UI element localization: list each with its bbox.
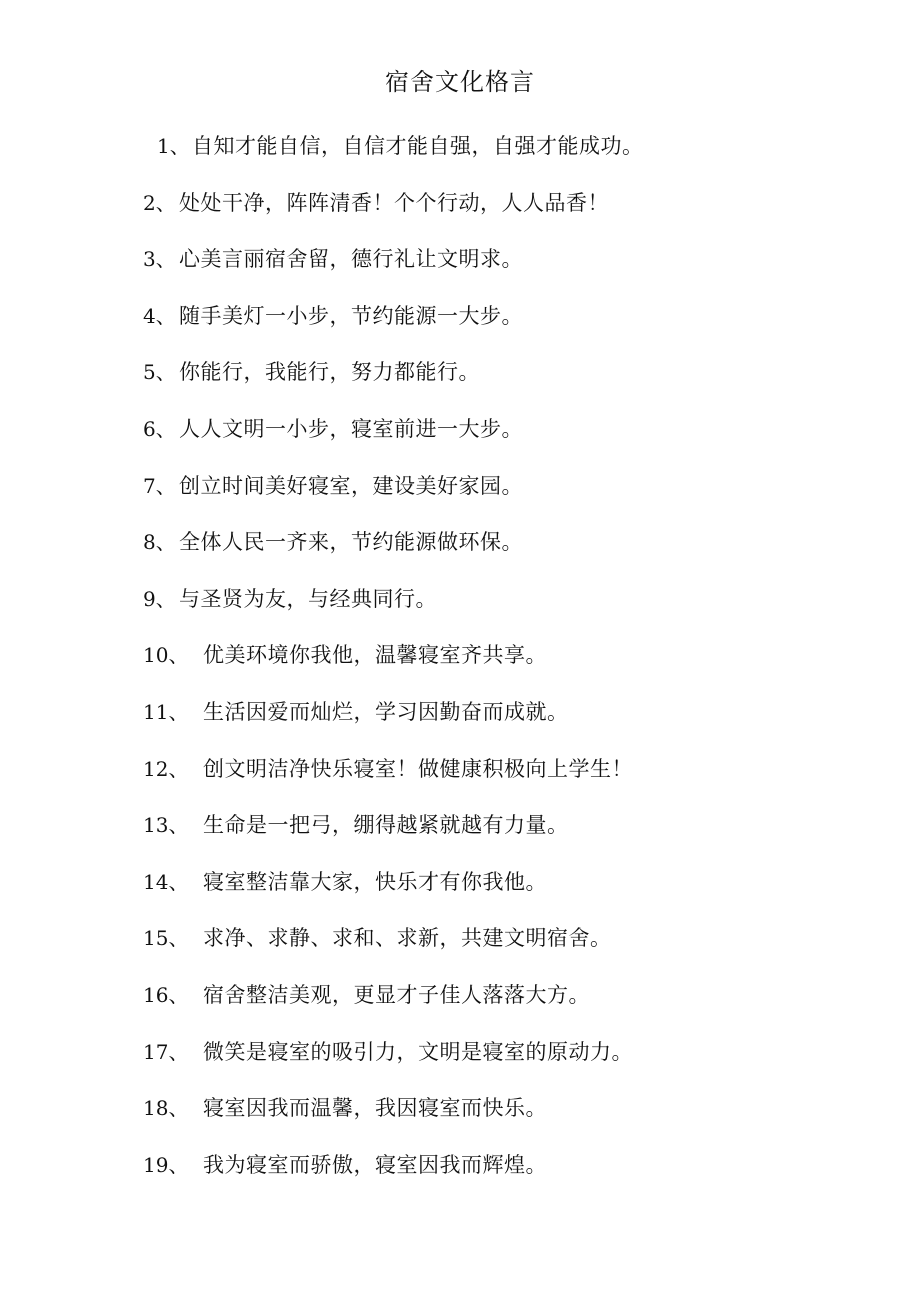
saying-number: 19、: [143, 1152, 189, 1177]
saying-number: 7、: [143, 473, 176, 498]
saying-number: 13、: [143, 813, 189, 838]
page-title: 宿舍文化格言: [385, 68, 535, 96]
saying-text: 处处干净，阵阵清香！个个行动，人人品香！: [179, 190, 609, 215]
saying-text: 与圣贤为友，与经典同行。: [179, 586, 437, 611]
saying-number: 11、: [143, 700, 189, 724]
saying-number: 5、: [143, 360, 176, 385]
saying-number: 12、: [143, 756, 189, 781]
saying-text: 人人文明一小步，寝室前进一大步。: [179, 417, 523, 441]
saying-text: 求净、求静、求和、求新，共建文明宿舍。: [203, 926, 612, 951]
saying-text: 自知才能自信，自信才能自强，自强才能成功。: [192, 134, 644, 158]
saying-text: 随手美灯一小步，节约能源一大步。: [179, 303, 523, 328]
saying-number: 14、: [143, 869, 189, 894]
saying-text: 你能行，我能行，努力都能行。: [179, 360, 480, 385]
saying-number: 18、: [143, 1096, 189, 1121]
saying-number: 4、: [143, 303, 176, 328]
saying-text: 优美环境你我他，温馨寝室齐共享。: [203, 643, 547, 668]
saying-number: 1、: [157, 134, 190, 158]
saying-number: 2、: [143, 190, 176, 215]
saying-text: 寝室整洁靠大家，快乐才有你我他。: [203, 869, 547, 894]
saying-text: 创文明洁净快乐寝室！做健康积极向上学生！: [203, 756, 633, 781]
saying-number: 16、: [143, 983, 189, 1007]
saying-number: 3、: [143, 247, 176, 272]
saying-text: 全体人民一齐来，节约能源做环保。: [179, 530, 523, 555]
saying-text: 创立时间美好寝室，建设美好家园。: [179, 473, 523, 498]
saying-text: 寝室因我而温馨，我因寝室而快乐。: [203, 1096, 547, 1121]
saying-text: 心美言丽宿舍留，德行礼让文明求。: [179, 247, 523, 272]
saying-number: 8、: [143, 530, 176, 555]
saying-number: 10、: [143, 643, 189, 668]
saying-text: 生命是一把弓，绷得越紧就越有力量。: [203, 813, 569, 838]
saying-number: 9、: [143, 586, 176, 611]
saying-text: 生活因爱而灿烂，学习因勤奋而成就。: [203, 700, 569, 724]
saying-text: 微笑是寝室的吸引力，文明是寝室的原动力。: [203, 1039, 633, 1064]
saying-number: 17、: [143, 1039, 189, 1064]
saying-text: 宿舍整洁美观，更显才子佳人落落大方。: [203, 983, 590, 1007]
saying-number: 15、: [143, 926, 189, 951]
saying-text: 我为寝室而骄傲，寝室因我而辉煌。: [203, 1152, 547, 1177]
saying-number: 6、: [143, 417, 176, 441]
